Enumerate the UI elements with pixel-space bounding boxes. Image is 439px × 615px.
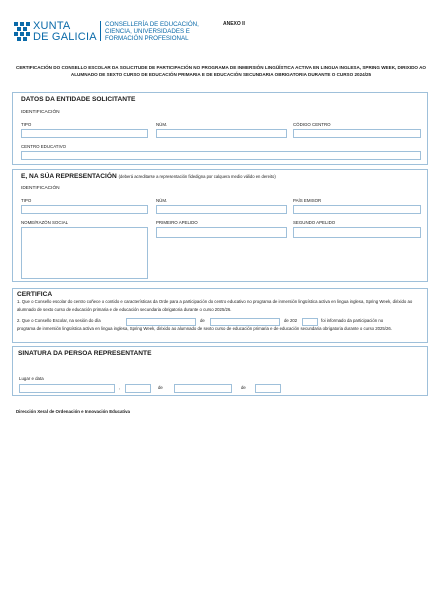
- anexo-label: ANEXO II: [223, 21, 245, 27]
- department-name: [105, 21, 199, 43]
- de-label-2: de 202: [284, 318, 298, 323]
- certifica-point-1: 1. Que o Consello escolar do centro coñece o contido e características da Orde para a participación do centro educativo no programa de inmersión lingüística activa en lingua inglesa, Spring Week, dirixido ao alumnado de sexto curso de educación primaria e de educación secundaria obrigatoria durante o curso 2025/26.: [17, 299, 413, 312]
- certifica-point-2-start: 2. Que o Consello Escolar, na sesión do día: [17, 318, 101, 323]
- logo-divider: [100, 21, 101, 41]
- segundo-apelido-field[interactable]: [293, 227, 421, 238]
- codigo-centro-label: CÓDIGO CENTRO: [293, 122, 331, 127]
- dept-line-2: CIENCIA, UNIVERSIDADES E: [105, 28, 190, 36]
- pais-emisor-label: PAÍS EMISOR: [293, 198, 322, 203]
- representation-note: (deberá acreditarse a representación fidedigna por calquera medio válido en dereito): [118, 174, 276, 179]
- num-label: NÚM.: [156, 122, 168, 127]
- lugar-field[interactable]: [19, 384, 115, 393]
- tipo-label: TIPO: [21, 198, 32, 203]
- codigo-centro-field[interactable]: [293, 129, 421, 138]
- section-title: DATOS DA ENTIDADE SOLICITANTE: [21, 96, 136, 103]
- pais-emisor-field[interactable]: [293, 205, 421, 214]
- section-representacion: [12, 169, 428, 282]
- section-title-text: E, NA SÚA REPRESENTACIÓN: [21, 173, 117, 180]
- comma-separator: ,: [119, 385, 121, 390]
- data-mes-field[interactable]: [174, 384, 232, 393]
- centro-educativo-field[interactable]: [21, 151, 421, 160]
- de-label-1: de: [200, 318, 205, 323]
- primeiro-apelido-field[interactable]: [156, 227, 287, 238]
- section-entidade-solicitante: [12, 92, 428, 165]
- num-label: NÚM.: [156, 198, 168, 203]
- centro-educativo-label: CENTRO EDUCATIVO: [21, 144, 67, 149]
- tipo-field[interactable]: [21, 129, 148, 138]
- segundo-apelido-label: SEGUNDO APELIDO: [293, 220, 336, 225]
- dept-line-3: FORMACIÓN PROFESIONAL: [105, 35, 189, 43]
- de-label-1: de: [158, 385, 163, 390]
- identification-subtitle: IDENTIFICACIÓN: [21, 110, 60, 115]
- lugar-data-label: Lugar e data: [19, 376, 44, 381]
- section-sinatura: [12, 346, 428, 396]
- tipo-field[interactable]: [21, 205, 148, 214]
- data-ano-field[interactable]: [255, 384, 281, 393]
- xunta-logo-icon: [14, 22, 30, 40]
- certifica-point-2-mid: foi informado da participación no: [321, 318, 384, 323]
- logo-line-2: DE GALICIA: [33, 31, 97, 43]
- de-label-2: de: [241, 385, 246, 390]
- nome-razon-field[interactable]: [21, 227, 148, 279]
- identification-subtitle: IDENTIFICACIÓN: [21, 186, 60, 191]
- data-dia-field[interactable]: [125, 384, 151, 393]
- section-title: [21, 173, 276, 180]
- certifica-point-2-end: programa de inmersión lingüística activa en lingua inglesa, Spring Week, dirixido ao alumnado de sexto curso de educación primaria e de educación secundaria obrigatoria durante o curso 2025/26.: [17, 326, 392, 331]
- tipo-label: TIPO: [21, 122, 32, 127]
- section-title: CERTIFICA: [17, 291, 53, 298]
- nome-razon-label: NOME/RAZÓN SOCIAL: [21, 220, 69, 225]
- logo-line-1: XUNTA: [33, 20, 71, 32]
- xunta-logo-text: [33, 21, 97, 43]
- num-field[interactable]: [156, 205, 287, 214]
- section-title: SINATURA DA PERSOA REPRESENTANTE: [18, 350, 152, 357]
- primeiro-apelido-label: PRIMEIRO APELIDO: [156, 220, 198, 225]
- document-title: CERTIFICACIÓN DO CONSELLO ESCOLAR DA SOLICITUDE DE PARTICIPACIÓN NO PROGRAMA DE INMERSIÓN LINGÜÍSTICA ACTIVA EN LINGUA INGLESA, SPRING WEEK, DIRIXIDO AO ALUMNADO DE SEXTO CURSO DE EDUCACIÓN PRIMARIA E DE EDUCACIÓN SECUNDARIA OBRIGATORIA DURANTE O CURSO 2024/25: [16, 65, 426, 77]
- dept-line-1: CONSELLERÍA DE EDUCACIÓN,: [105, 21, 199, 28]
- num-field[interactable]: [156, 129, 287, 138]
- section-certifica: [12, 288, 428, 343]
- footer-direccion: Dirección Xeral de Ordenación e Innovación Educativa: [16, 409, 130, 414]
